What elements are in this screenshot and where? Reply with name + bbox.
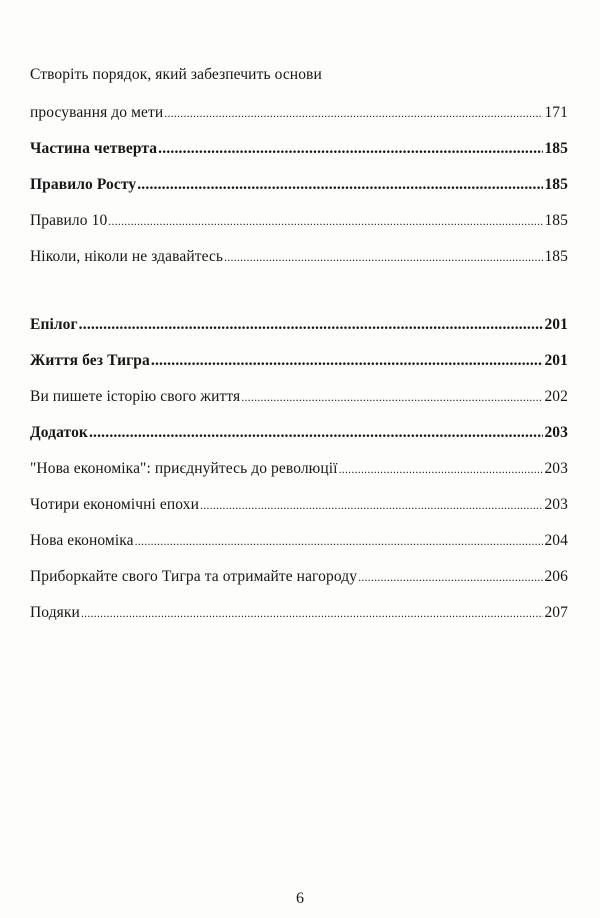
toc-entry [30,307,568,343]
section-gap [30,275,568,307]
toc-entry [30,487,568,523]
toc-entry-page: 203 [544,460,568,477]
toc-entry [30,523,568,559]
toc-entry [30,415,568,451]
dot-leader [241,379,543,415]
toc-entry-title: Епілог [30,316,78,333]
toc-entry [30,343,568,379]
dot-leader [135,523,544,559]
toc-entry-title: Ви пишете історію свого життя [30,388,241,405]
toc-entry [30,595,568,631]
toc-entry-title: Життя без Тигра [30,352,150,369]
dot-leader [81,595,543,631]
dot-leader [137,167,543,203]
toc-entry-page: 201 [544,352,568,369]
toc-entry-title: Ніколи, ніколи не здавайтесь [30,248,224,265]
toc-entry-page: 206 [544,568,568,585]
dot-leader [79,307,544,343]
dot-leader [151,343,544,379]
toc-entry [30,239,568,275]
toc-entry [30,167,568,203]
toc-entry-title: "Нова економіка": приєднуйтесь до революції [30,460,338,477]
dot-leader [358,559,543,595]
toc-entry-page: 201 [544,316,568,333]
toc-entry-page: 171 [544,104,568,121]
dot-leader [89,415,543,451]
toc-entry-page: 185 [544,212,568,229]
toc-entry-page: 185 [544,140,568,157]
toc-entry-page: 207 [544,604,568,621]
toc-entry-page: 203 [544,424,568,441]
dot-leader [339,451,544,487]
toc-entry [30,131,568,167]
toc-entry [30,451,568,487]
toc-entry [30,95,568,131]
toc-entry-page: 202 [544,388,568,405]
toc-entry-title: Приборкайте свого Тигра та отримайте нагороду [30,568,358,585]
toc-entry [30,559,568,595]
dot-leader [158,131,543,167]
table-of-contents [30,63,568,631]
toc-entry-title: Чотири економічні епохи [30,496,200,513]
dot-leader [200,487,543,523]
toc-entry [30,203,568,239]
toc-entry-title: Додаток [30,424,88,441]
toc-entry-page: 185 [544,248,568,265]
toc-entry-title: Подяки [30,604,80,621]
toc-entry-title: Правило Росту [30,176,137,193]
toc-entry-title: Частина четверта [30,140,158,157]
toc-entry-page: 203 [544,496,568,513]
toc-entry-page: 204 [544,532,568,549]
toc-entry-continued [30,63,568,87]
toc-entry-title: Правило 10 [30,212,108,229]
toc-group-epilogue [30,307,568,631]
toc-entry-title: Створіть порядок, який забезпечить основи [30,66,322,83]
dot-leader [108,203,543,239]
toc-entry-page: 185 [544,176,568,193]
toc-group-part-four [30,131,568,275]
toc-entry-title: Нова економіка [30,532,134,549]
page-number: 6 [296,890,304,907]
toc-entry-title: просування до мети [30,104,164,121]
dot-leader [164,95,543,131]
dot-leader [224,239,543,275]
toc-entry [30,379,568,415]
